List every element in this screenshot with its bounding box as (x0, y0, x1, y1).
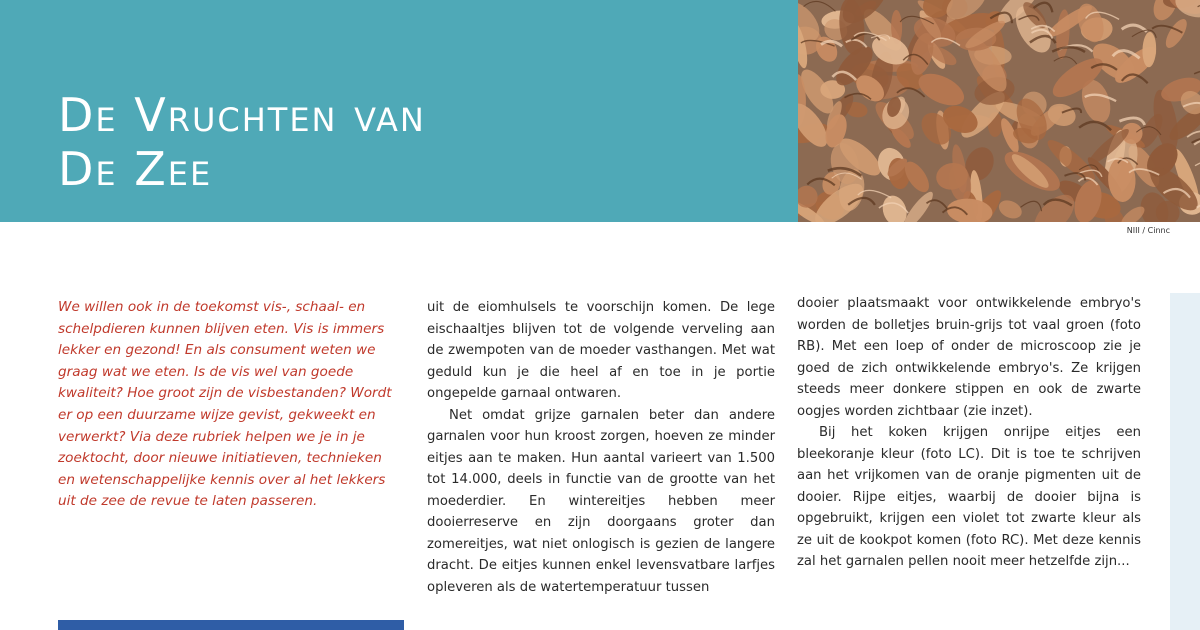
title-line-1: De Vruchten van (58, 88, 426, 142)
shrimp-photo (798, 0, 1200, 222)
column-2-paragraph-2: Net omdat grijze garnalen beter dan andere garnalen voor hun kroost zorgen, hoeven ze minder eitjes aan te maken. Hun aantal varieert van 1.500 tot 14.000, deels in functie van de grootte van het moederdier. En wintereitjes hebben meer dooierreserve en zijn doorgaans groter dan zomereitjes, wat niet onlogisch is gezien de langere dracht. De eitjes kunnen enkel levensvatbare larfjes opleveren als de watertemperatuur tussen (427, 407, 775, 595)
title-line-2: De Zee (58, 142, 213, 196)
column-2-paragraph-1: uit de eiomhulsels te voorschijn komen. De lege eischaaltjes blijven tot de volgende verveling aan de zwempoten van de moeder vasthangen. Met wat geduld kun je die heel af en toe in je portie ongepelde garnaal ontwaren. (427, 300, 775, 401)
column-3-paragraph-2: Bij het koken krijgen onrijpe eitjes een bleekoranje kleur (foto LC). Dit is toe te schrijven aan het vrijkomen van de oranje pigmenten uit de dooier. Rijpe eitjes, waarbij de dooier bijna is opgebruikt, krijgen een violet tot zwarte kleur als ze uit de kookpot komen (foto RC). Met deze kennis zal het garnalen pellen nooit meer hetzelfde zijn... (797, 425, 1141, 569)
column-3-paragraph-1: dooier plaatsmaakt voor ontwikkelende embryo's worden de bolletjes bruin-grijs tot vaal groen (foto RB). Met een loep of onder de microscoop zie je goed de zich ontwikkelende embryo's. Ze krijgen steeds meer donkere stippen en ook de zwarte oogjes worden zichtbaar (zie inzet). (797, 296, 1141, 419)
intro-text: We willen ook in de toekomst vis-, schaal- en schelpdieren kunnen blijven eten. Vis is immers lekker en gezond! En als consument weten we graag wat we eten. Is de vis wel van goede kwaliteit? Hoe groot zijn de visbestanden? Wordt er op een duurzame wijze gevist, gekweekt en verwerkt? Via deze rubriek helpen we je in je zoektocht, door nieuwe initiatieven, technieken en wetenschappelijke kennis over al het lekkers uit de zee de revue te laten passeren. (58, 299, 392, 510)
side-panel (1170, 293, 1200, 630)
article-column-2 (427, 297, 775, 598)
photo-credit: NIII / Cinnc (1126, 226, 1170, 235)
intro-accent-bar (58, 620, 404, 630)
page-title (58, 88, 426, 196)
header-banner (0, 0, 798, 222)
article-column-3 (797, 293, 1141, 573)
